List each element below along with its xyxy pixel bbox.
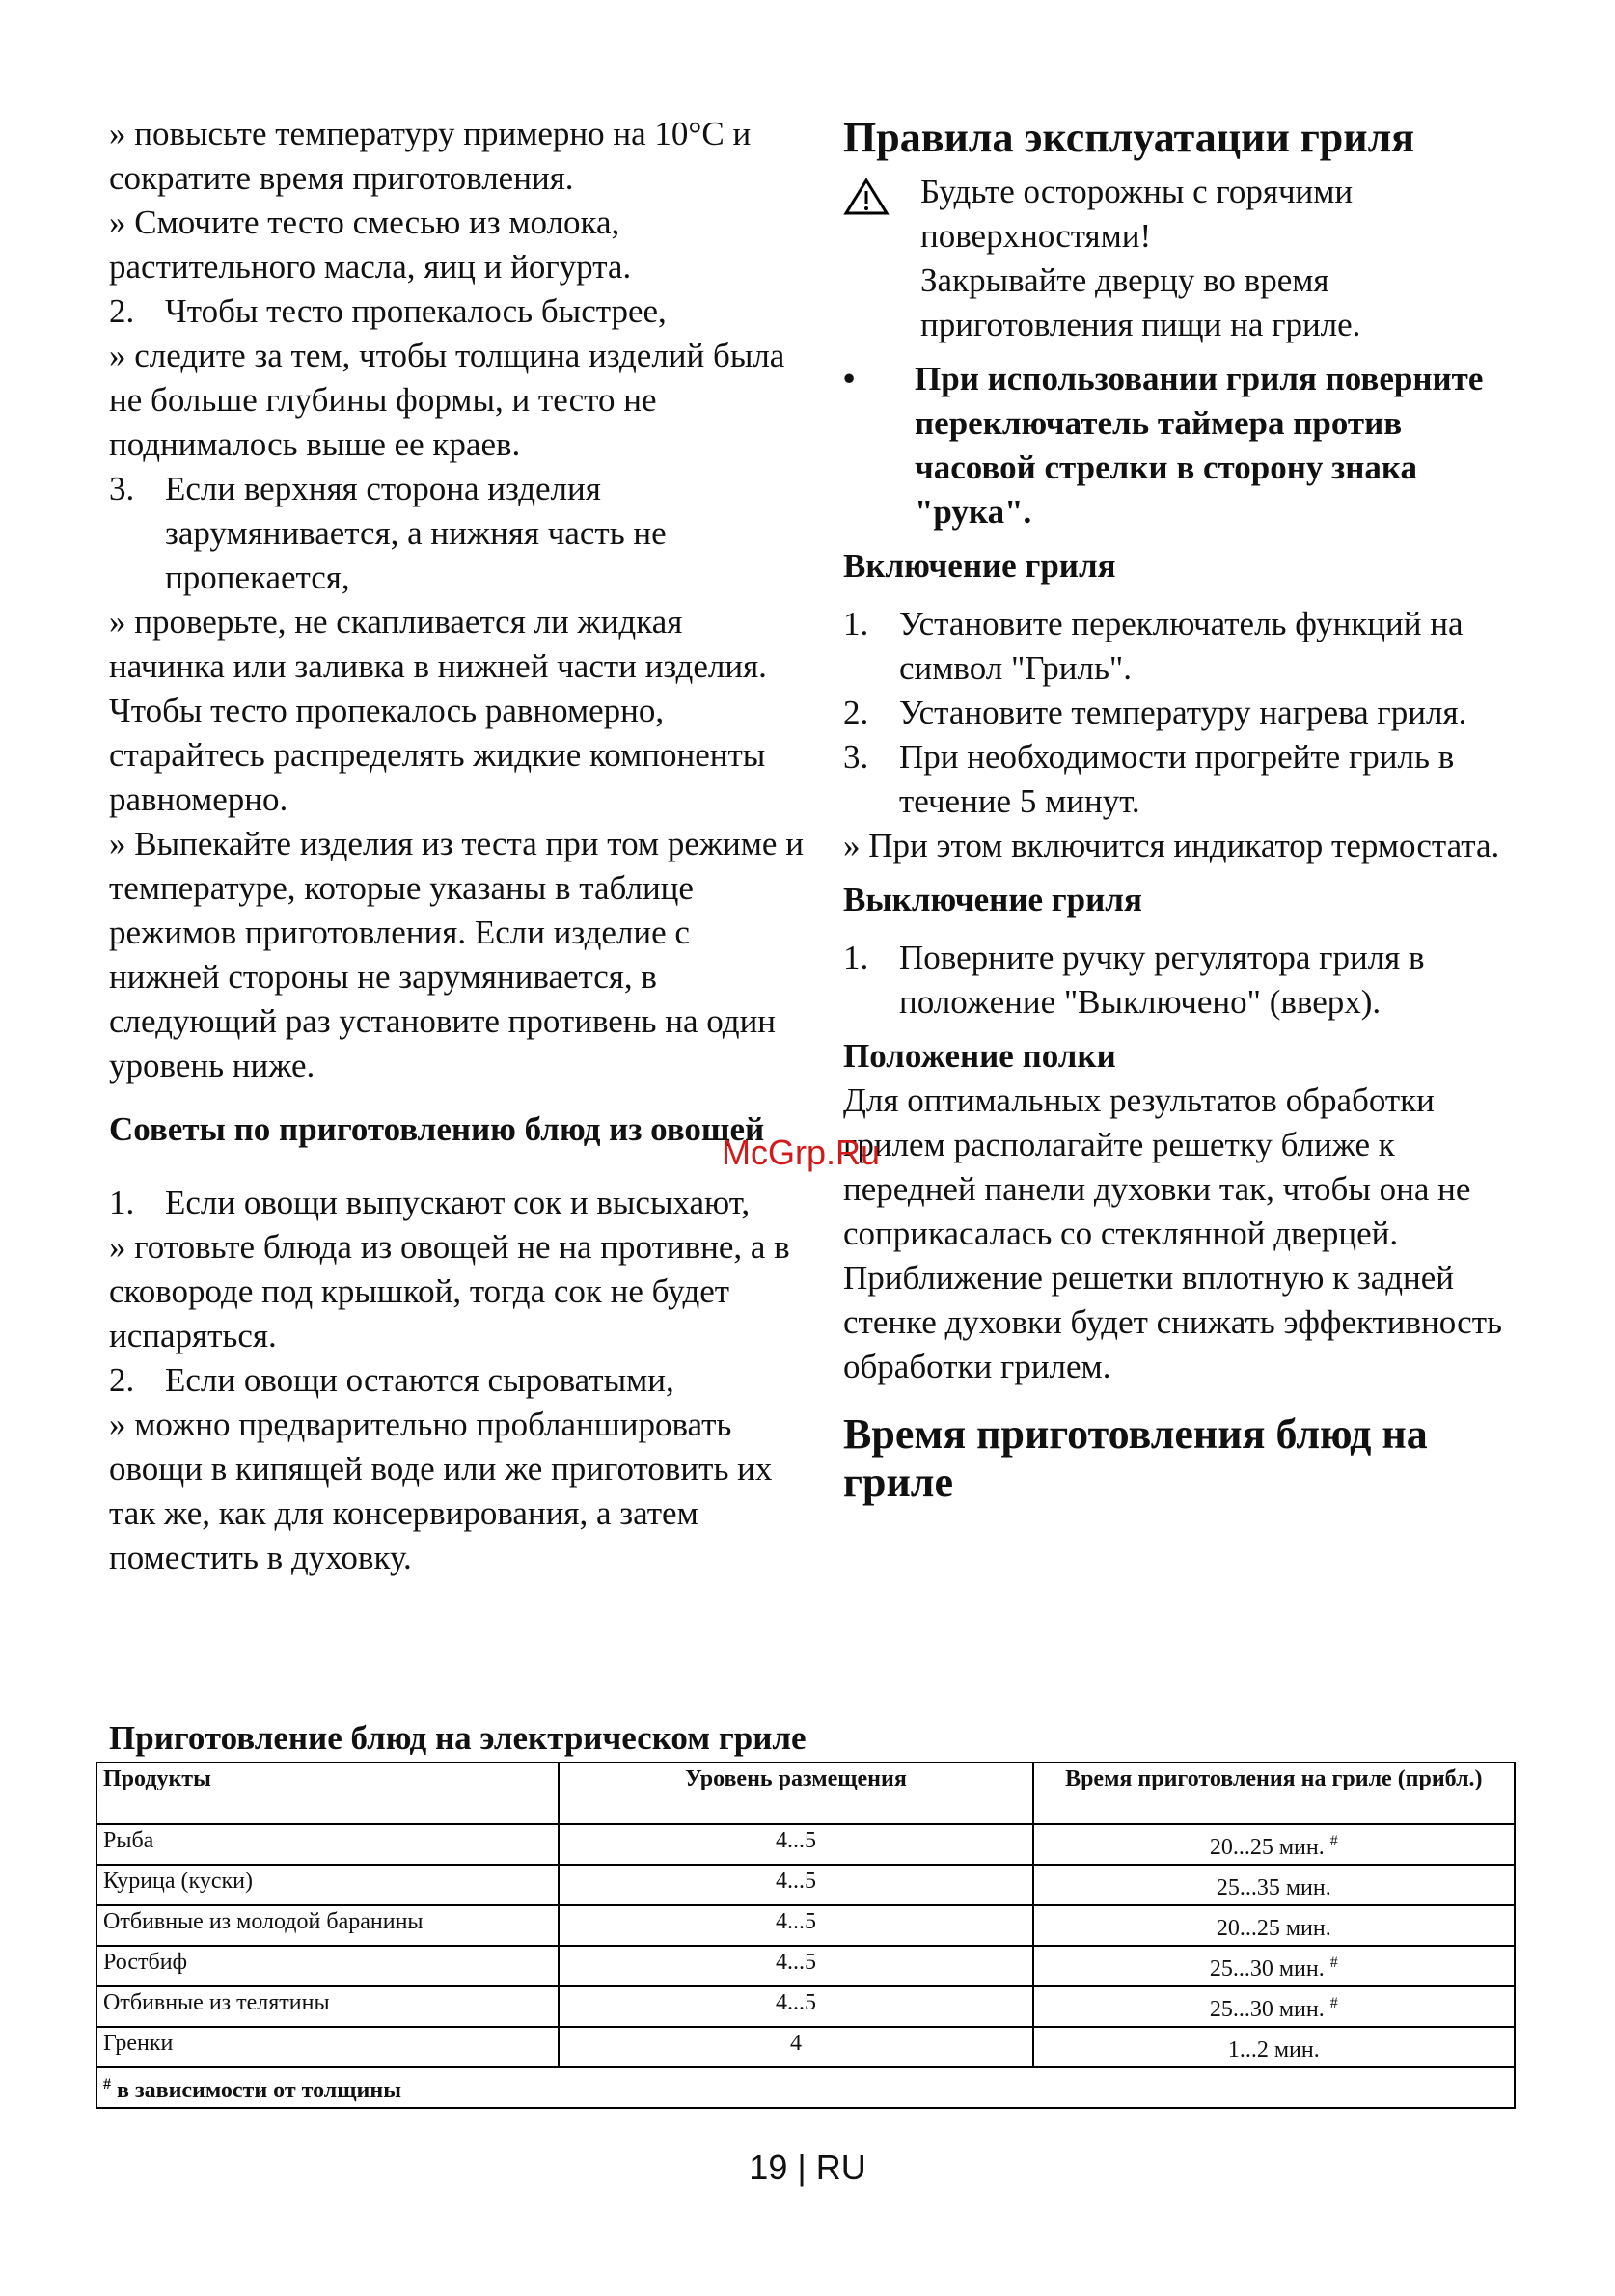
numbered-item (843, 735, 1528, 824)
table-cell: Ростбиф (96, 1946, 559, 1986)
table-cell (1033, 1824, 1515, 1865)
cell-value: 25...30 мин. (1209, 1956, 1325, 1982)
item-text: При необходимости прогрейте гриль в течение 5 минут. (899, 738, 1455, 820)
item-text: Чтобы тесто пропекалось быстрее, (165, 292, 667, 330)
table-title: Приготовление блюд на электрическом гриле (109, 1719, 807, 1757)
section-heading-grill-time: Время приготовления блюд на гриле (843, 1410, 1428, 1506)
table-cell: 4...5 (559, 1865, 1032, 1905)
table-cell (1033, 1946, 1515, 1986)
table-cell (1033, 2027, 1515, 2067)
cell-value: 20...25 мин. (1209, 1835, 1325, 1860)
left-column (109, 112, 804, 1580)
table-cell (1033, 1865, 1515, 1905)
bullet-text: При использовании гриля поверните переключатель таймера против часовой стрелки в сторону знака "рука". (915, 360, 1484, 531)
paragraph: » проверьте, не скапливается ли жидкая начинка или заливка в нижней части изделия. Чтобы тесто пропекалось равномерно, старайтесь распределять жидкие компоненты равномерно. (109, 603, 767, 818)
table-cell: Отбивные из молодой баранины (96, 1905, 559, 1946)
paragraph: Для оптимальных результатов обработки грилем располагайте решетку ближе к передней панели духовки так, чтобы она не соприкасалась со стеклянной дверцей. Приближение решетки вплотную к задней стенке духовки будет снижать эффективность обработки грилем. (843, 1081, 1502, 1385)
table-cell: Гренки (96, 2027, 559, 2067)
table-cell: Курица (куски) (96, 1865, 559, 1905)
footnote-mark: # (1329, 1833, 1338, 1849)
table-row (96, 1905, 1515, 1946)
section-heading-grill-on: Включение гриля (843, 547, 1116, 585)
table-footnote (96, 2067, 1515, 2108)
footnote-text: в зависимости от толщины (111, 2078, 401, 2103)
bullet-mark: • (843, 360, 856, 397)
section-heading-grill-off: Выключение гриля (843, 881, 1142, 918)
numbered-item (843, 602, 1528, 691)
footnote-mark: # (103, 2076, 111, 2092)
item-number: 2. (843, 694, 869, 731)
footnote-mark: # (1329, 1954, 1338, 1971)
item-number: 1. (843, 939, 869, 976)
page-number: 19 | RU (749, 2147, 866, 2187)
table-cell (1033, 1905, 1515, 1946)
table-row (96, 1946, 1515, 1986)
numbered-item (109, 289, 804, 334)
paragraph: » повысьте температуру примерно на 10°С и сократите время приготовления. (109, 115, 752, 197)
paragraph: » Выпекайте изделия из теста при том режиме и температуре, которые указаны в таблице режимов приготовления. Если изделие с нижней стороны не зарумянивается, в следующий раз установите противень на один уровень ниже. (109, 825, 804, 1084)
item-text: Установите температуру нагрева гриля. (899, 694, 1467, 731)
column-header: Уровень размещения (559, 1763, 1032, 1824)
table-row (96, 2027, 1515, 2067)
item-number: 2. (109, 292, 135, 330)
watermark: McGrp.Ru (722, 1133, 881, 1172)
grill-time-table (96, 1762, 1516, 2109)
grill-on-steps (843, 602, 1528, 824)
table-cell: 4...5 (559, 1824, 1032, 1865)
item-number: 2. (109, 1361, 135, 1399)
section-heading-shelf: Положение полки (843, 1037, 1116, 1075)
paragraph: » можно предварительно пробланшировать овощи в кипящей воде или же приготовить их так же, как для консервирования, а затем поместить в духовку. (109, 1406, 773, 1576)
section-heading-vegetables: Советы по приготовлению блюд из овощей (109, 1110, 765, 1148)
table-cell: Отбивные из телятины (96, 1986, 559, 2027)
table-footnote-row (96, 2067, 1515, 2108)
numbered-item (843, 691, 1528, 735)
column-header: Продукты (96, 1763, 559, 1824)
item-text: Поверните ручку регулятора гриля в положение "Выключено" (вверх). (899, 939, 1425, 1021)
paragraph: » следите за тем, чтобы толщина изделий была не больше глубины формы, и тесто не поднималось выше ее краев. (109, 337, 785, 463)
table-row (96, 1824, 1515, 1865)
cell-value: 1...2 мин. (1227, 2037, 1320, 2063)
item-text: Если верхняя сторона изделия зарумянивается, а нижняя часть не пропекается, (165, 470, 667, 596)
table-cell: Рыба (96, 1824, 559, 1865)
table-cell: 4...5 (559, 1946, 1032, 1986)
bullet-item (843, 357, 1528, 534)
item-number: 3. (109, 470, 135, 507)
numbered-item (109, 1181, 804, 1225)
right-column (843, 114, 1528, 1507)
section-heading-grill-rules: Правила эксплуатации гриля (843, 114, 1415, 161)
column-header: Время приготовления на гриле (прибл.) (1033, 1763, 1515, 1824)
paragraph: » При этом включится индикатор термостата. (843, 827, 1500, 864)
item-text: Если овощи выпускают сок и высыхают, (165, 1184, 751, 1221)
item-number: 3. (843, 738, 869, 776)
warning-block (843, 170, 1528, 347)
item-number: 1. (109, 1184, 135, 1221)
item-text: Установите переключатель функций на символ "Гриль". (899, 605, 1464, 687)
table-cell (1033, 1986, 1515, 2027)
table-cell: 4...5 (559, 1905, 1032, 1946)
numbered-item (843, 936, 1528, 1025)
cell-value: 25...30 мин. (1209, 1997, 1325, 2022)
paragraph: » готовьте блюда из овощей не на противне, а в сковороде под крышкой, тогда сок не будет испаряться. (109, 1228, 790, 1354)
warning-icon (843, 170, 920, 347)
numbered-item (109, 1358, 804, 1403)
item-text: Если овощи остаются сыроватыми, (165, 1361, 674, 1399)
warning-text: Закрывайте дверцу во время приготовления пищи на гриле. (920, 261, 1361, 343)
table-cell: 4...5 (559, 1986, 1032, 2027)
cell-value: 25...35 мин. (1216, 1875, 1331, 1900)
table-cell: 4 (559, 2027, 1032, 2067)
table-row (96, 1865, 1515, 1905)
footnote-mark: # (1329, 1995, 1338, 2011)
paragraph: » Смочите тесто смесью из молока, растительного масла, яиц и йогурта. (109, 204, 632, 286)
numbered-item (109, 467, 804, 600)
table-row (96, 1986, 1515, 2027)
item-number: 1. (843, 605, 869, 642)
table-header-row (96, 1763, 1515, 1824)
warning-text: Будьте осторожны с горячими поверхностями! (920, 173, 1354, 255)
cell-value: 20...25 мин. (1216, 1916, 1331, 1941)
